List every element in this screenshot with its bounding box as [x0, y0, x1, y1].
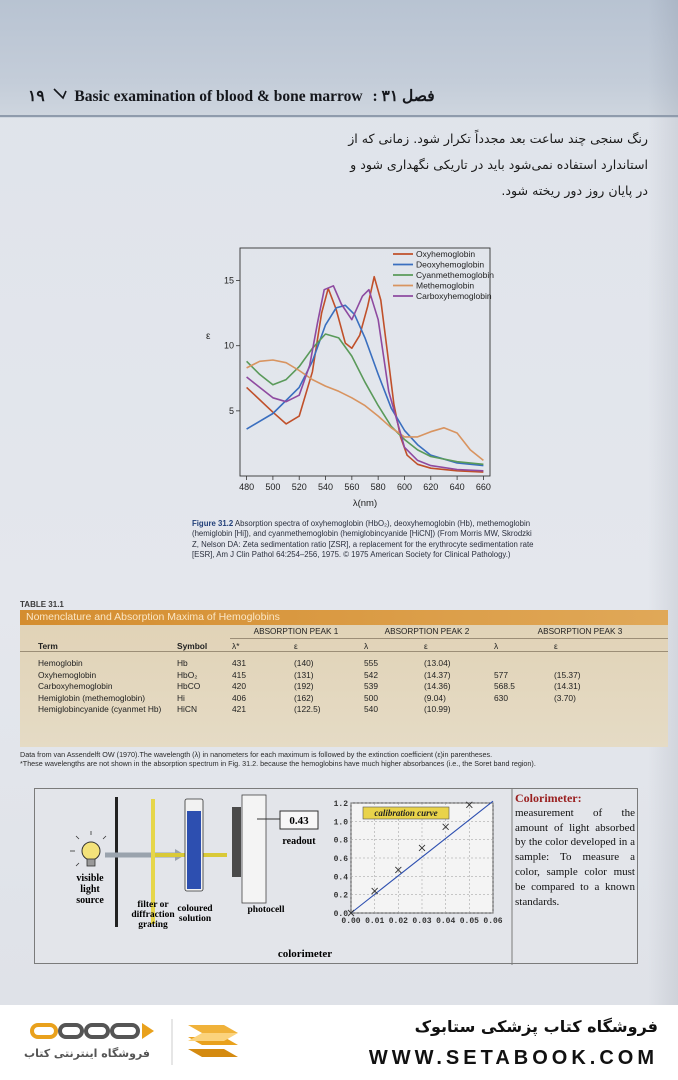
y-tick-label: 5 [228, 405, 234, 416]
photocell-housing [242, 795, 266, 903]
absorption-table [20, 625, 668, 715]
calibration-x-tick: 0.04 [436, 917, 456, 926]
lightbulb-icon [70, 831, 106, 866]
filter-label: filter or [137, 900, 169, 910]
x-axis-label: λ(nm) [352, 498, 378, 509]
column-header: ε [294, 640, 298, 651]
calibration-y-tick: 1.2 [333, 800, 348, 809]
logo-subtitle: فروشگاه اینترنتی کتاب [24, 1047, 150, 1060]
table-body [20, 625, 668, 747]
legend-entry: Deoxyhemoglobin [416, 259, 485, 270]
photocell-block [232, 807, 241, 877]
calibration-y-tick: 0.2 [333, 891, 348, 901]
table-note: Data from van Assendelft OW (1970).The wavelength (λ) in nanometers for each maximum is followed by the extinction coefficient (ε)in parentheses. [20, 750, 493, 759]
table-title: Nomenclature and Absorption Maxima of Hemoglobins [20, 610, 668, 625]
table-row: Oxyhemoglobin HbO₂ 415 (131) 542 (14.37) 577 (15.37) [38, 669, 581, 680]
peak-header: ABSORPTION PEAK 1 [253, 626, 339, 636]
x-tick-label: 600 [396, 482, 412, 492]
table-tag: TABLE 31.1 [20, 600, 64, 609]
figure-label: Figure 31.2 [192, 519, 234, 528]
peak-header: ABSORPTION PEAK 2 [384, 626, 470, 636]
table-notes [20, 750, 668, 768]
colorimeter-caption: colorimeter [277, 948, 333, 960]
x-tick-label: 640 [449, 482, 465, 492]
footer-banner [0, 1005, 678, 1080]
x-tick-label: 580 [370, 482, 386, 492]
legend-entry: Carboxyhemoglobin [416, 291, 492, 301]
calibration-x-tick: 0.03 [412, 917, 432, 926]
setabook-logo [12, 1009, 262, 1075]
colorimeter-box [34, 788, 638, 964]
book-title: Basic examination of blood & bone marrow [74, 88, 363, 105]
series-line-deoxyhemoglobin [247, 305, 484, 465]
legend-entry: Methemoglobin [416, 280, 475, 291]
calibration-x-tick: 0.06 [483, 917, 503, 926]
column-header: λ [494, 640, 499, 651]
legend-entry: Cyanmethemoglobin [416, 270, 494, 280]
calibration-y-tick: 0.0 [333, 910, 348, 919]
filter-label: diffraction [131, 910, 175, 920]
filter-label: grating [138, 920, 168, 930]
colorimeter-description [515, 791, 635, 909]
table-row: Hemoglobin Hb 431 (140) 555 (13.04) [38, 658, 451, 669]
x-tick-label: 500 [265, 482, 281, 492]
table-row: Hemiglobincyanide (cyanmet Hb) HiCN 421 (122.5) 540 (10.99) [38, 704, 451, 715]
colorimeter-body: measurement of the amount of light absorbed by the color developed in a sample: To measure a color, sample color must be compared to a known standards. [515, 806, 635, 908]
table-row: Carboxyhemoglobin HbCO 420 (192) 539 (14.36) 568.5 (14.31) [38, 681, 581, 692]
persian-paragraph: رنگ سنجی چند ساعت بعد مجدداً تکرار شود. زمانی که از استاندارد استفاده نمی‌شود باید در تاریکی نگهداری شود و در پایان روز دور ریخته شود. [348, 131, 648, 198]
spectra-svg [200, 238, 510, 518]
column-header: Symbol [177, 640, 208, 651]
running-head [28, 87, 468, 111]
logo-wordmark [32, 1023, 154, 1039]
column-header: λ* [232, 640, 240, 651]
page-number: ۱۹ [28, 88, 45, 105]
column-header: ε [424, 640, 428, 651]
photocell-label: photocell [247, 905, 285, 915]
calibration-x-tick: 0.05 [459, 917, 479, 926]
series-line-methemoglobin [247, 360, 484, 460]
colorimeter-title: Colorimeter: [515, 791, 582, 805]
x-tick-label: 560 [344, 482, 360, 492]
footer-url[interactable]: WWW.SETABOOK.COM [368, 1047, 658, 1069]
x-tick-label: 620 [423, 482, 439, 492]
x-tick-label: 540 [318, 482, 334, 492]
series-line-oxyhemoglobin [247, 277, 484, 472]
calibration-y-tick: 0.6 [333, 855, 348, 864]
series-line-cyanmethemoglobin [247, 334, 484, 464]
calibration-chart [334, 800, 503, 926]
calibration-y-tick: 0.4 [333, 873, 348, 883]
absorption-spectra-chart [200, 238, 510, 518]
x-tick-label: 660 [475, 482, 491, 492]
calibration-y-tick: 0.8 [333, 836, 348, 846]
calibration-title: calibration curve [374, 808, 438, 818]
calibration-x-tick: 0.01 [365, 917, 385, 926]
readout-label: readout [282, 836, 316, 847]
light-source-label: light [80, 884, 100, 895]
table-note: *These wavelengths are not shown in the absorption spectrum in Fig. 31.2. because the hemoglobins have much higher absorbances (i.e., the Soret band region). [20, 759, 536, 769]
coloured-solution [187, 811, 201, 889]
x-tick-label: 480 [239, 482, 255, 492]
y-tick-label: 10 [223, 340, 234, 351]
bookmark-icon [52, 87, 68, 106]
column-header: ε [554, 640, 558, 651]
solution-label: coloured [177, 904, 213, 914]
legend-entry: Oxyhemoglobin [416, 249, 476, 259]
calibration-y-tick: 1.0 [333, 818, 348, 828]
table-row: Hemiglobin (methemoglobin) Hi 406 (162) 500 (9.04) 630 (3.70) [38, 692, 576, 703]
light-source-label: source [76, 895, 104, 906]
solution-label: solution [178, 914, 212, 924]
footer-store-name: فروشگاه کتاب پزشکی ستابوک [414, 1017, 658, 1036]
hemoglobin-table [20, 600, 668, 768]
page-edge-shadow [648, 0, 678, 1005]
calibration-x-tick: 0.02 [388, 917, 408, 926]
column-header: λ [364, 640, 369, 651]
column-header: Term [38, 640, 58, 651]
slit-plate [115, 797, 118, 927]
figure-caption [192, 519, 540, 561]
y-axis-label: ε [206, 331, 211, 343]
header-rule [0, 115, 678, 117]
light-source-label: visible [76, 873, 104, 884]
stacked-books-icon [188, 1025, 238, 1057]
colorimeter-diagram [35, 789, 513, 965]
figure-caption-text: Absorption spectra of oxyhemoglobin (HbO₂), deoxyhemoglobin (Hb), methemoglobin (hemiglobin [Hi]), and cyanmethemoglobin (hemiglobincyanide [HiCN]) (From Morris MW, Skrodzki Z, Nelson DA: Zeta sedimentation ratio [ZSR], a replacement for the erythrocyte sedimentation rate [ESR], Am J Clin Pathol 64:254–256, 1975. © 1975 American Society for Clinical Pathology.) [192, 519, 534, 560]
calibration-x-tick: 0.00 [341, 917, 361, 926]
y-tick-label: 15 [223, 275, 234, 286]
chapter-label: : ۳۱ فصل [372, 88, 435, 105]
readout-value: 0.43 [289, 815, 309, 827]
peak-header: ABSORPTION PEAK 3 [537, 626, 623, 636]
x-tick-label: 520 [291, 482, 307, 492]
